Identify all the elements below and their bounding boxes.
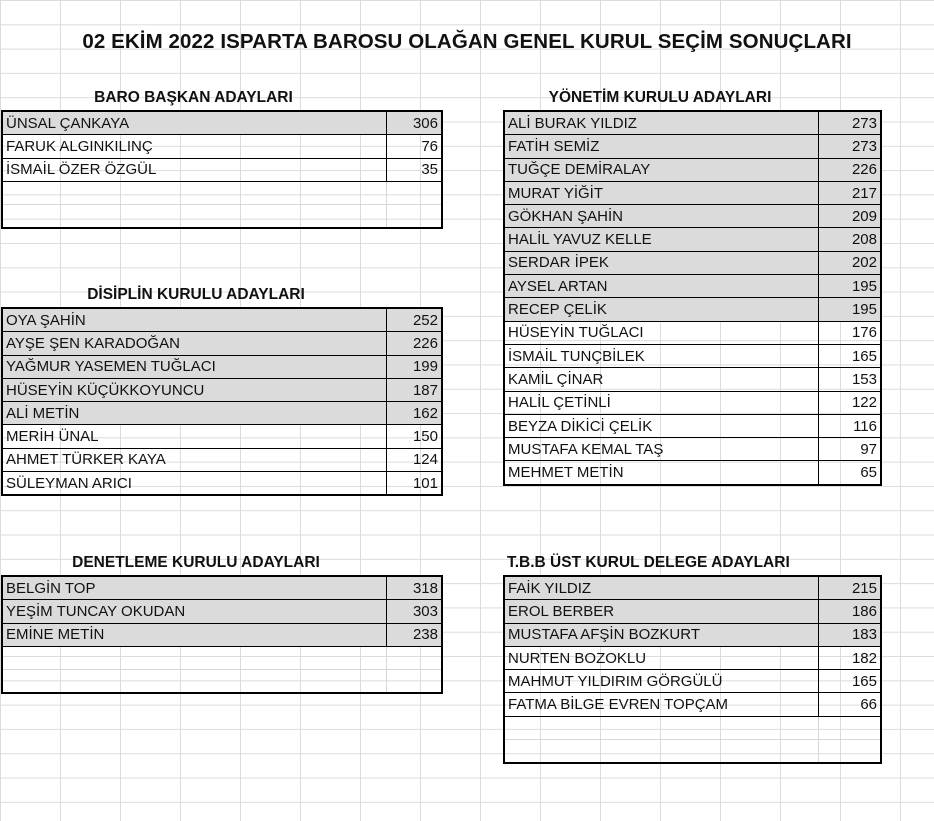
candidate-name: EROL BERBER	[504, 600, 818, 623]
vote-count: 176	[818, 321, 881, 344]
empty-row	[2, 670, 442, 694]
candidate-name: KAMİL ÇİNAR	[504, 368, 818, 391]
candidate-name: SERDAR İPEK	[504, 251, 818, 274]
candidate-name: YEŞİM TUNCAY OKUDAN	[2, 600, 386, 623]
disiplin-section	[1, 283, 443, 496]
vote-count: 66	[818, 693, 881, 716]
section-header: DENETLEME KURULU ADAYLARI	[72, 554, 320, 571]
table-row[interactable]	[504, 135, 881, 158]
table-row[interactable]	[504, 600, 881, 623]
candidate-name: HÜSEYİN KÜÇÜKKOYUNCU	[2, 378, 386, 401]
empty-cell	[504, 716, 818, 739]
vote-count: 76	[386, 135, 442, 158]
candidate-name: HÜSEYİN TUĞLACI	[504, 321, 818, 344]
candidate-name: HALİL YAVUZ KELLE	[504, 228, 818, 251]
candidate-name: MUSTAFA AFŞİN BOZKURT	[504, 623, 818, 646]
vote-count: 186	[818, 600, 881, 623]
candidate-name: TUĞÇE DEMİRALAY	[504, 158, 818, 181]
table-row[interactable]	[2, 135, 442, 158]
candidate-name: AYSEL ARTAN	[504, 275, 818, 298]
table-row[interactable]	[504, 344, 881, 367]
empty-cell	[386, 670, 442, 694]
candidate-name: MERİH ÜNAL	[2, 425, 386, 448]
candidate-name: FATİH SEMİZ	[504, 135, 818, 158]
vote-count: 150	[386, 425, 442, 448]
vote-count: 273	[818, 135, 881, 158]
vote-count: 153	[818, 368, 881, 391]
empty-row	[2, 646, 442, 669]
table-row[interactable]	[2, 448, 442, 471]
vote-count: 303	[386, 600, 442, 623]
empty-cell	[2, 205, 386, 229]
vote-count: 122	[818, 391, 881, 414]
section-header: BARO BAŞKAN ADAYLARI	[94, 89, 293, 106]
vote-count: 209	[818, 205, 881, 228]
candidate-name: İSMAİL TUNÇBİLEK	[504, 344, 818, 367]
table-row[interactable]	[504, 158, 881, 181]
empty-cell	[818, 716, 881, 739]
table-row[interactable]	[504, 438, 881, 461]
candidate-name: ALİ BURAK YILDIZ	[504, 111, 818, 135]
table-row[interactable]	[504, 181, 881, 204]
table-row[interactable]	[2, 600, 442, 623]
section-header: T.B.B ÜST KURUL DELEGE ADAYLARI	[507, 554, 790, 571]
vote-count: 238	[386, 623, 442, 646]
candidate-name: MAHMUT YILDIRIM GÖRGÜLÜ	[504, 670, 818, 693]
vote-count: 215	[818, 576, 881, 600]
empty-cell	[2, 670, 386, 694]
candidate-name: ALİ METİN	[2, 402, 386, 425]
empty-cell	[2, 646, 386, 669]
table-row[interactable]	[2, 623, 442, 646]
vote-count: 187	[386, 378, 442, 401]
candidate-name: İSMAİL ÖZER ÖZGÜL	[2, 158, 386, 181]
candidate-name: AYŞE ŞEN KARADOĞAN	[2, 332, 386, 355]
candidate-name: BEYZA DİKİCİ ÇELİK	[504, 414, 818, 437]
table-row[interactable]	[2, 158, 442, 181]
candidate-name: FARUK ALGINKILINÇ	[2, 135, 386, 158]
vote-count: 226	[818, 158, 881, 181]
empty-cell	[2, 181, 386, 204]
empty-cell	[818, 740, 881, 764]
vote-count: 65	[818, 461, 881, 485]
table-row[interactable]	[504, 228, 881, 251]
section-header: DİSİPLİN KURULU ADAYLARI	[87, 286, 305, 303]
candidate-name: FAİK YILDIZ	[504, 576, 818, 600]
vote-count: 226	[386, 332, 442, 355]
yonetim-section	[503, 86, 882, 486]
table-row[interactable]	[504, 576, 881, 600]
page-title: 02 EKİM 2022 ISPARTA BAROSU OLAĞAN GENEL KURUL SEÇİM SONUÇLARI	[82, 30, 852, 53]
vote-count: 195	[818, 275, 881, 298]
table-row[interactable]	[2, 472, 442, 496]
vote-count: 202	[818, 251, 881, 274]
table-row[interactable]	[504, 414, 881, 437]
baro-baskan-section	[1, 86, 443, 229]
table-row[interactable]	[504, 670, 881, 693]
table-row[interactable]	[504, 461, 881, 485]
vote-count: 165	[818, 344, 881, 367]
table-row[interactable]	[504, 111, 881, 135]
vote-count: 124	[386, 448, 442, 471]
vote-count: 162	[386, 402, 442, 425]
candidate-name: RECEP ÇELİK	[504, 298, 818, 321]
table-row[interactable]	[504, 623, 881, 646]
table-row[interactable]	[2, 308, 442, 332]
candidate-name: SÜLEYMAN ARICI	[2, 472, 386, 496]
empty-row	[504, 740, 881, 764]
tbb-section	[503, 551, 882, 764]
table-row[interactable]	[504, 693, 881, 716]
vote-count: 318	[386, 576, 442, 600]
table-row[interactable]	[504, 646, 881, 669]
candidate-name: MEHMET METİN	[504, 461, 818, 485]
candidate-name: MURAT YİĞİT	[504, 181, 818, 204]
vote-count: 182	[818, 646, 881, 669]
candidate-name: EMİNE METİN	[2, 623, 386, 646]
vote-count: 101	[386, 472, 442, 496]
candidate-name: HALİL ÇETİNLİ	[504, 391, 818, 414]
table-row[interactable]	[2, 402, 442, 425]
candidate-name: OYA ŞAHİN	[2, 308, 386, 332]
candidate-name: FATMA BİLGE EVREN TOPÇAM	[504, 693, 818, 716]
table-row[interactable]	[504, 298, 881, 321]
table-row[interactable]	[504, 275, 881, 298]
table-row[interactable]	[504, 391, 881, 414]
empty-cell	[386, 181, 442, 204]
table-row[interactable]	[504, 368, 881, 391]
denetleme-table	[1, 575, 443, 694]
vote-count: 208	[818, 228, 881, 251]
vote-count: 273	[818, 111, 881, 135]
vote-count: 306	[386, 111, 442, 135]
denetleme-section	[1, 551, 443, 694]
vote-count: 199	[386, 355, 442, 378]
table-row[interactable]	[2, 576, 442, 600]
vote-count: 183	[818, 623, 881, 646]
table-row[interactable]	[2, 425, 442, 448]
vote-count: 116	[818, 414, 881, 437]
candidate-name: NURTEN BOZOKLU	[504, 646, 818, 669]
table-row[interactable]	[2, 378, 442, 401]
candidate-name: GÖKHAN ŞAHİN	[504, 205, 818, 228]
table-row[interactable]	[2, 111, 442, 135]
empty-cell	[386, 646, 442, 669]
section-header: YÖNETİM KURULU ADAYLARI	[548, 89, 772, 106]
vote-count: 217	[818, 181, 881, 204]
empty-row	[2, 181, 442, 204]
disiplin-table	[1, 307, 443, 496]
candidate-name: BELGİN TOP	[2, 576, 386, 600]
candidate-name: ÜNSAL ÇANKAYA	[2, 111, 386, 135]
table-row[interactable]	[2, 355, 442, 378]
tbb-table	[503, 575, 882, 764]
candidate-name: YAĞMUR YASEMEN TUĞLACI	[2, 355, 386, 378]
yonetim-table	[503, 110, 882, 486]
vote-count: 165	[818, 670, 881, 693]
vote-count: 252	[386, 308, 442, 332]
vote-count: 195	[818, 298, 881, 321]
vote-count: 97	[818, 438, 881, 461]
candidate-name: MUSTAFA KEMAL TAŞ	[504, 438, 818, 461]
table-row[interactable]	[504, 251, 881, 274]
table-row[interactable]	[2, 332, 442, 355]
vote-count: 35	[386, 158, 442, 181]
candidate-name: AHMET TÜRKER KAYA	[2, 448, 386, 471]
table-row[interactable]	[504, 321, 881, 344]
empty-cell	[386, 205, 442, 229]
empty-row	[504, 716, 881, 739]
empty-row	[2, 205, 442, 229]
baro-baskan-table	[1, 110, 443, 229]
table-row[interactable]	[504, 205, 881, 228]
empty-cell	[504, 740, 818, 764]
